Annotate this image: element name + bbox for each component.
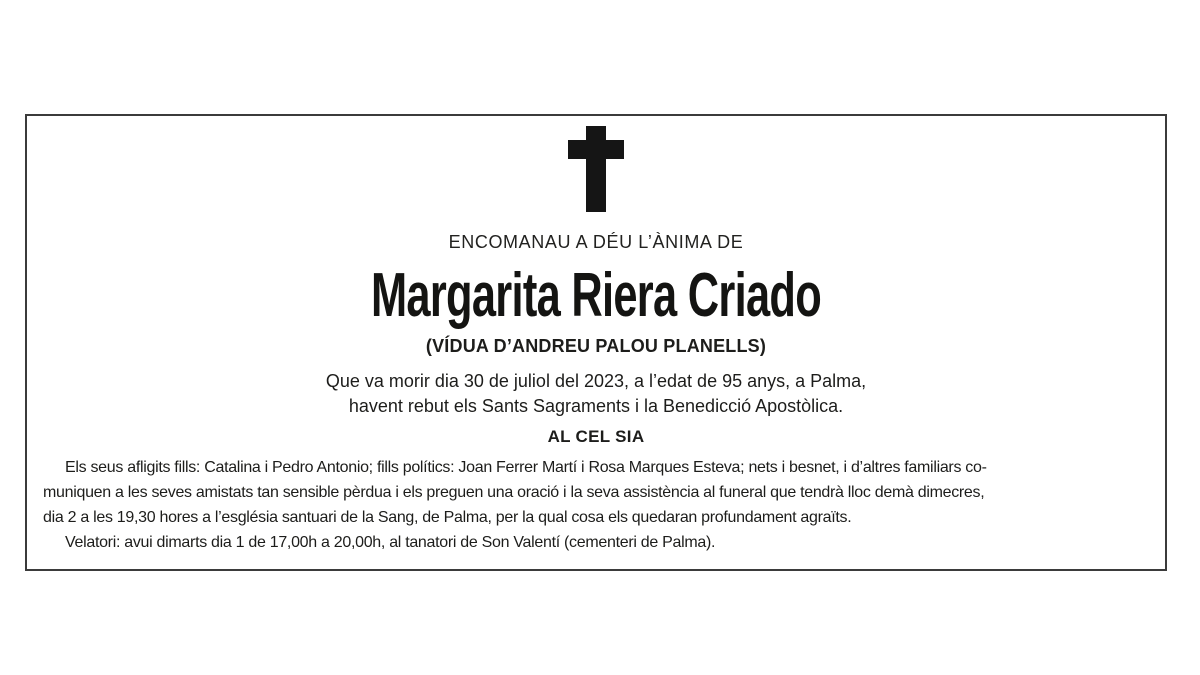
- invocation-line: ENCOMANAU A DÉU L’ÀNIMA DE: [448, 232, 744, 252]
- death-detail-line: Que va morir dia 30 de juliol del 2023, a l’edat de 95 anys, a Palma,: [325, 371, 867, 391]
- death-detail-line: havent rebut els Sants Sagraments i la Benedicció Apostòlica.: [348, 396, 844, 416]
- widow-of-line: (VÍDUA D’ANDREU PALOU PLANELLS): [425, 336, 767, 356]
- death-details: [27, 369, 1165, 419]
- family-notice: [27, 455, 1165, 555]
- blessing-line: AL CEL SIA: [547, 427, 645, 446]
- family-notice-line: muniquen a les seves amistats tan sensible pèrdua i els preguen una oració i la seva assistència al funeral que tendrà lloc demà dimecres,: [43, 484, 985, 501]
- family-notice-line: Els seus afligits fills: Catalina i Pedro Antonio; fills polítics: Joan Ferrer Martí i Rosa Marques Esteva; nets i besnet, i d’altres familiars co-: [65, 459, 987, 476]
- family-notice-line: dia 2 a les 19,30 hores a l’església santuari de la Sang, de Palma, per la qual cosa els quedaran profundament agraïts.: [43, 509, 852, 526]
- obituary-card: [25, 114, 1167, 571]
- latin-cross-icon: [568, 126, 624, 212]
- deceased-name: Margarita Riera Criado: [370, 261, 822, 330]
- wake-details-line: Velatori: avui dimarts dia 1 de 17,00h a 20,00h, al tanatori de Son Valentí (cementeri de Palma).: [65, 534, 716, 551]
